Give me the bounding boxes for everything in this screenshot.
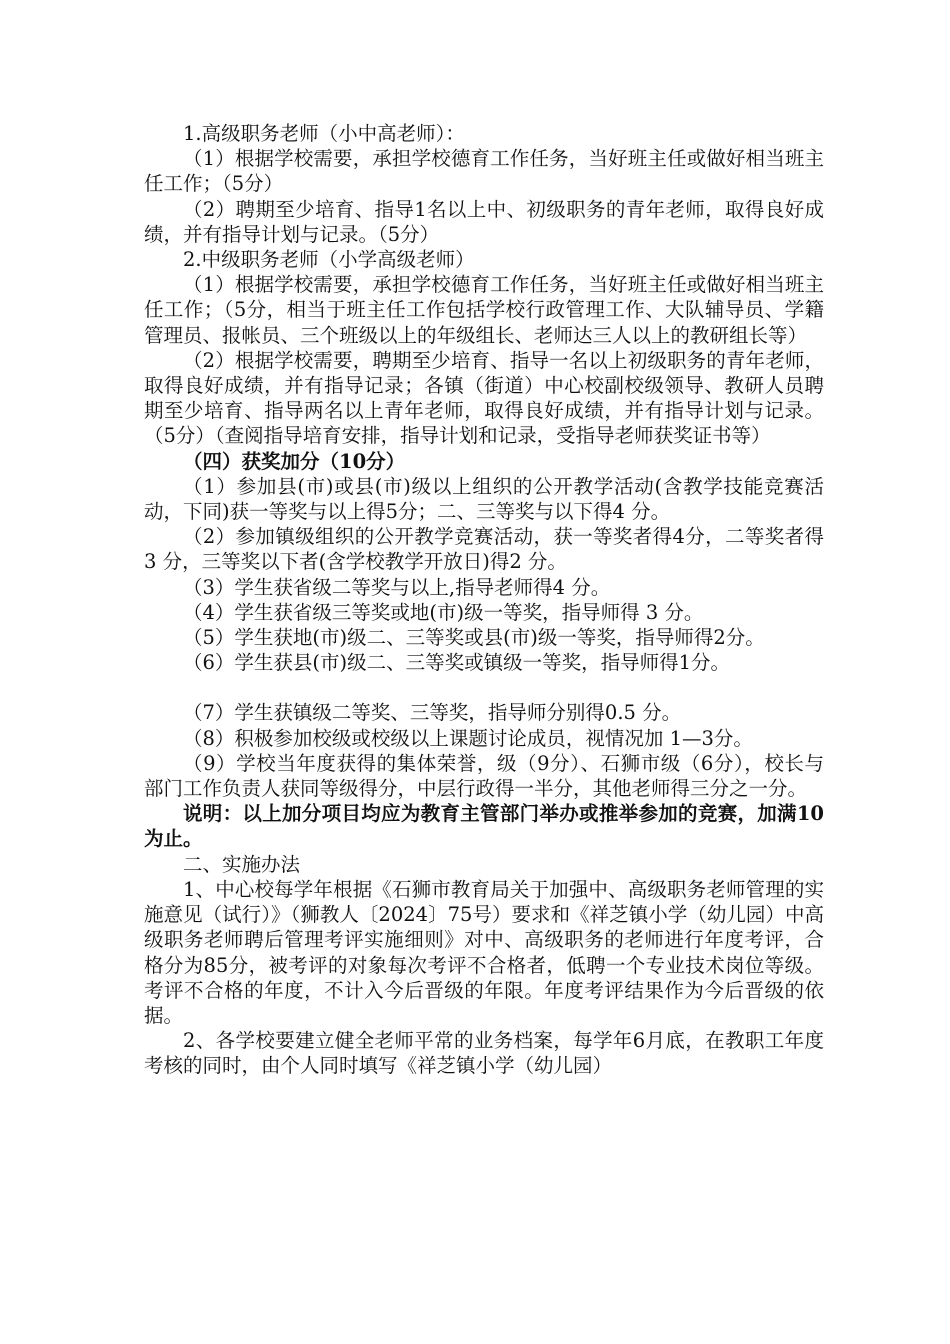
- paragraph-senior-item-2: （2）聘期至少培育、指导1名以上中、初级职务的青年老师，取得良好成绩，并有指导计划与记录。（5分）: [144, 197, 824, 246]
- paragraph-award-item-1: （1）参加县(市)或县(市)级以上组织的公开教学活动(含教学技能竞赛活动，下同)获一等奖与以上得5分；二、三等奖与以下得4 分。: [144, 474, 824, 524]
- paragraph-implementation-1: 1、中心校每学年根据《石狮市教育局关于加强中、高级职务老师管理的实施意见（试行）》（狮教人〔2024〕75号）要求和《祥芝镇小学（幼儿园）中高级职务老师聘后管理考评实施细则》对中、高级职务的老师进行年度考评，合格分为85分，被考评的对象每次考评不合格者，低聘一个专业技术岗位等级。考评不合格的年度，不计入今后晋级的年限。年度考评结果作为今后晋级的依据。: [144, 877, 824, 1027]
- paragraph-award-item-5: （5）学生获地(市)级二、三等奖或县(市)级一等奖，指导师得2分。: [183, 626, 765, 650]
- paragraph-intermediate-teacher-heading: 2.中级职务老师（小学高级老师）: [183, 248, 475, 272]
- paragraph-award-item-3: （3）学生获省级二等奖与以上,指导老师得4 分。: [183, 575, 611, 599]
- section-heading-implementation: 二、实施办法: [183, 852, 301, 876]
- blank-line: [144, 675, 824, 700]
- paragraph-award-item-4: （4）学生获省级三等奖或地(市)级一等奖，指导师得 3 分。: [183, 600, 704, 624]
- section-heading-awards: （四）获奖加分（10分）: [183, 449, 406, 473]
- paragraph-intermediate-item-2: （2）根据学校需要，聘期至少培育、指导一名以上初级职务的青年老师，取得良好成绩，并有指导记录；各镇（街道）中心校副校级领导、教研人员聘期至少培育、指导两名以上青年老师，取得良好成绩，并有指导计划与记录。（5分）（查阅指导培育安排，指导计划和记录，受指导老师获奖证书等）: [144, 348, 824, 448]
- paragraph-intermediate-item-1: （1）根据学校需要，承担学校德育工作任务，当好班主任或做好相当班主任工作；（5分，相当于班主任工作包括学校行政管理工作、大队辅导员、学籍管理员、报帐员、三个班级以上的年级组长、老师达三人以上的教研组长等）: [144, 273, 824, 347]
- paragraph-senior-item-1: （1）根据学校需要，承担学校德育工作任务，当好班主任或做好相当班主任工作；（5分）: [144, 147, 824, 196]
- paragraph-implementation-2: 2、各学校要建立健全老师平常的业务档案，每学年6月底，在教职工年度考核的同时，由个人同时填写《祥芝镇小学（幼儿园）: [144, 1029, 824, 1078]
- paragraph-award-item-6: （6）学生获县(市)级二、三等奖或镇级一等奖，指导师得1分。: [183, 651, 731, 675]
- paragraph-award-item-9: （9）学校当年度获得的集体荣誉，级（9分）、石狮市级（6分），校长与部门工作负责人获同等级得分，中层行政得一半分，其他老师得三分之一分。: [144, 751, 824, 801]
- paragraph-award-item-7: （7）学生获镇级二等奖、三等奖，指导师分别得0.5 分。: [183, 701, 682, 725]
- paragraph-award-item-2: （2）参加镇级组织的公开教学竞赛活动，获一等奖者得4分，二等奖者得 3 分，三等奖以下者(含学校教学开放日)得2 分。: [144, 525, 824, 574]
- document-page: [144, 121, 824, 1079]
- paragraph-note: 说明：以上加分项目均应为教育主管部门举办或推举参加的竞赛，加满10为止。: [144, 802, 824, 851]
- paragraph-senior-teacher-heading: 1.高级职务老师（小中高老师）：: [183, 122, 465, 145]
- paragraph-award-item-8: （8）积极参加校级或校级以上课题讨论成员，视情况加 1—3分。: [183, 726, 753, 750]
